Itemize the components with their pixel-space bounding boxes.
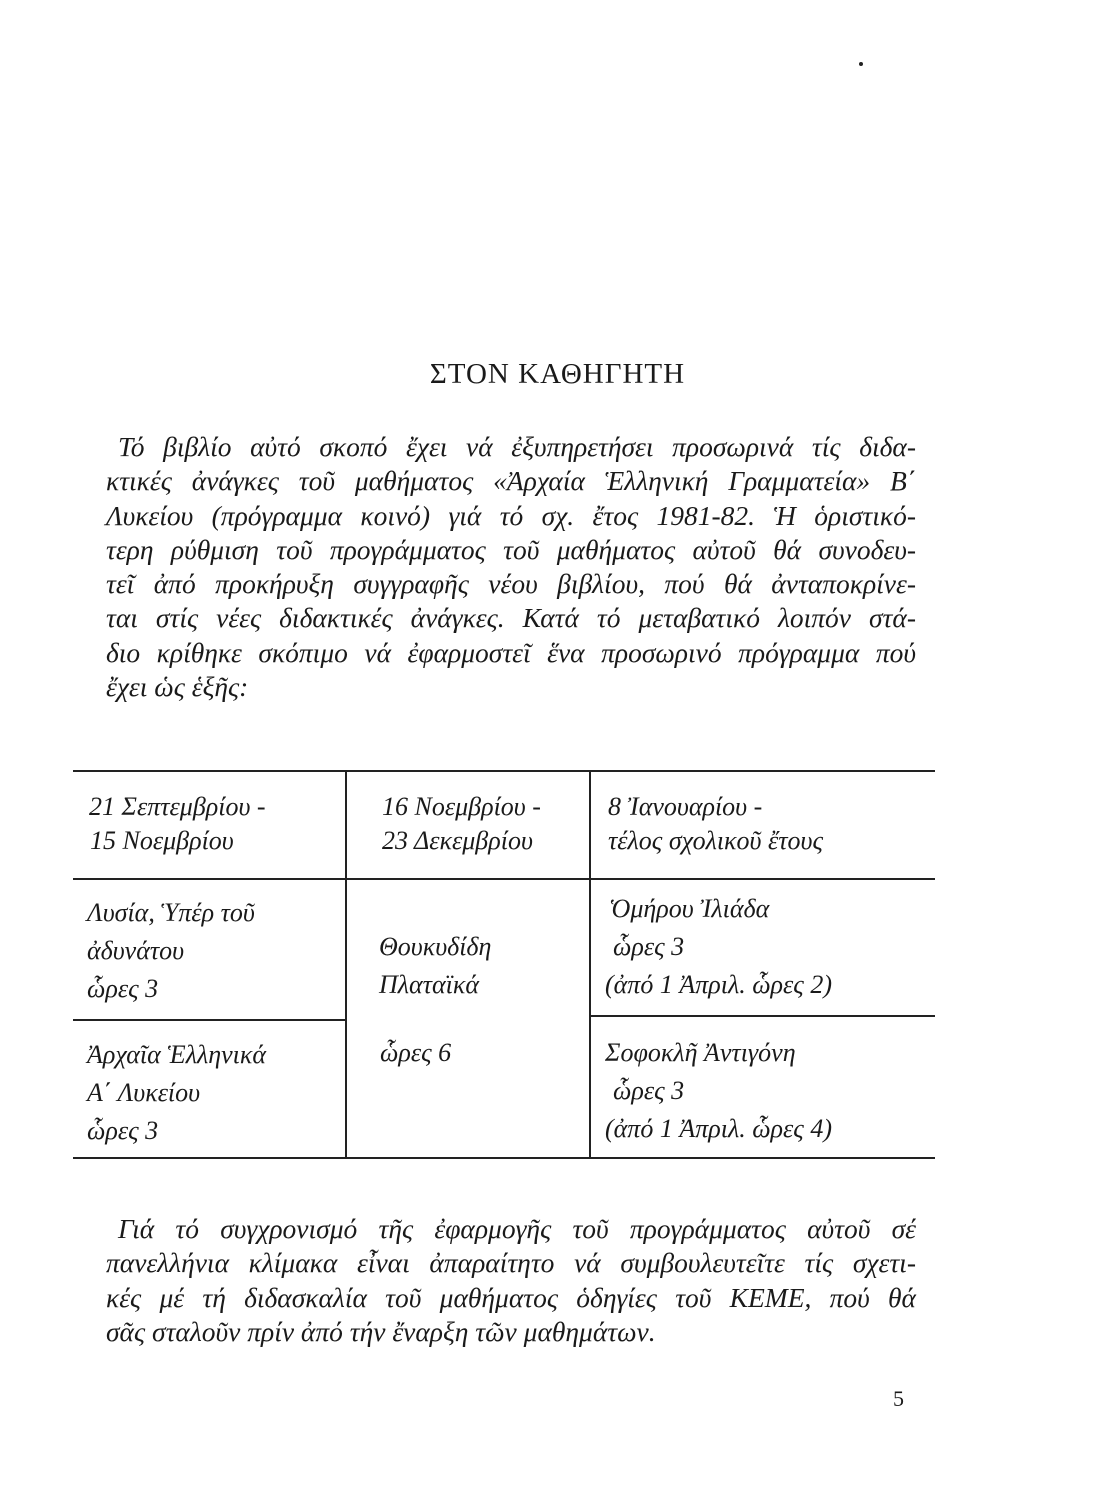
intro-line: Λυκείου (πρόγραμμα κοινό) γιά τό σχ. ἔτος 1981-82. Ἡ ὁριστικό- <box>106 499 916 531</box>
course-line: (ἀπό 1 Ἀπριλ. ὧρες 4) <box>605 1114 832 1143</box>
table-col-divider-2 <box>589 770 591 1159</box>
intro-line: τεῖ ἀπό προκήρυξη συγγραφῆς νέου βιβλίου, πού θά ἀνταποκρίνε- <box>106 568 916 600</box>
table-col-divider-1 <box>345 770 347 1159</box>
closing-line: σᾶς σταλοῦν πρίν ἀπό τήν ἔναρξη τῶν μαθημάτων. <box>106 1315 656 1347</box>
course-line: Πλαταϊκά <box>379 970 479 999</box>
table-rule-col1-mid <box>73 1019 345 1021</box>
closing-paragraph <box>106 1212 916 1349</box>
course-homer <box>605 890 832 1004</box>
intro-line: διο κρίθηκε σκόπιμο νά ἐφαρμοστεῖ ἕνα προσωρινό πρόγραμμα πού <box>106 636 916 668</box>
table-rule-header <box>73 878 935 880</box>
course-line: Θουκυδίδη <box>379 932 492 961</box>
course-line: ὧρες 3 <box>613 1076 685 1105</box>
course-line: Ἀρχαῖα Ἑλληνικά <box>87 1040 267 1069</box>
ink-speck <box>859 62 863 66</box>
period-header-line: 15 Νοεμβρίου <box>90 826 234 855</box>
intro-paragraph <box>106 430 916 704</box>
period-header-line: 23 Δεκεμβρίου <box>382 826 533 855</box>
course-line: ὧρες 6 <box>380 1038 452 1067</box>
course-line: Λυσία, Ὑπέρ τοῦ <box>87 898 255 927</box>
course-thucydides <box>379 928 491 1004</box>
intro-line: ἔχει ὡς ἑξῆς: <box>106 671 249 703</box>
period-header-3 <box>608 790 823 858</box>
course-line: Α΄ Λυκείου <box>87 1078 201 1107</box>
period-header-line: 21 Σεπτεμβρίου - <box>89 792 266 821</box>
period-header-line: 16 Νοεμβρίου - <box>382 792 541 821</box>
course-lysias <box>87 894 255 1008</box>
closing-line: πανελλήνια κλίμακα εἶναι ἀπαραίτητο νά συμβουλευτεῖτε τίς σχετι- <box>106 1247 916 1279</box>
course-sophocles <box>605 1034 832 1148</box>
period-header-line: τέλος σχολικοῦ ἔτους <box>608 826 824 855</box>
page-number: 5 <box>893 1386 904 1411</box>
course-line: ὧρες 3 <box>87 974 159 1003</box>
intro-line: Τό βιβλίο αὐτό σκοπό ἔχει νά ἐξυπηρετήσει προσωρινά τίς διδα- <box>118 431 916 462</box>
intro-line: κτικές ἀνάγκες τοῦ μαθήματος «Ἀρχαία Ἑλληνική Γραμματεία» Β΄ <box>106 465 916 497</box>
closing-line: Γιά τό συγχρονισμό τῆς ἐφαρμογῆς τοῦ προγράμματος αὐτοῦ σέ <box>118 1213 916 1244</box>
page-title: ΣΤΟΝ ΚΑΘΗΓΗΤΗ <box>429 358 686 390</box>
course-ancient-greek <box>87 1036 266 1150</box>
period-header-2 <box>382 790 541 858</box>
course-line: ὧρες 3 <box>613 932 685 961</box>
course-thucydides-hours <box>380 1036 451 1070</box>
course-line: Ὁμήρου Ἰλιάδα <box>609 894 770 923</box>
table-rule-col3-mid <box>590 1015 935 1017</box>
table-rule-top <box>73 770 935 772</box>
course-line: ὧρες 3 <box>87 1116 159 1145</box>
course-line: (ἀπό 1 Ἀπριλ. ὧρες 2) <box>605 970 832 999</box>
intro-line: τερη ρύθμιση τοῦ προγράμματος τοῦ μαθήματος αὐτοῦ θά συνοδευ- <box>106 533 916 565</box>
closing-line: κές μέ τή διδασκαλία τοῦ μαθήματος ὁδηγίες τοῦ ΚΕΜΕ, πού θά <box>106 1281 916 1313</box>
course-line: ἀδυνάτου <box>87 936 185 965</box>
schedule-table <box>73 770 935 1158</box>
intro-line: ται στίς νέες διδακτικές ἀνάγκες. Κατά τό μεταβατικό λοιπόν στά- <box>106 602 916 634</box>
period-header-line: 8 Ἰανουαρίου - <box>608 792 763 821</box>
table-rule-bottom <box>73 1157 935 1159</box>
course-line: Σοφοκλῆ Ἀντιγόνη <box>605 1038 796 1067</box>
period-header-1 <box>89 790 266 858</box>
